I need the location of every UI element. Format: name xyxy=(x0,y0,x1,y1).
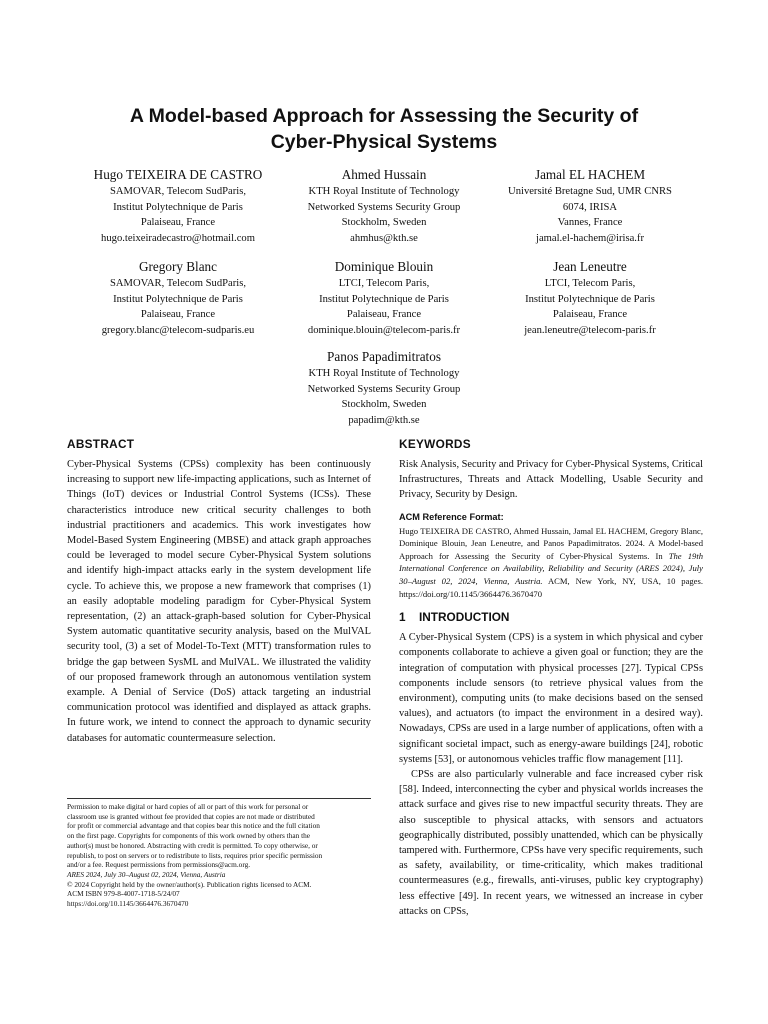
author-name: Hugo TEIXEIRA DE CASTRO xyxy=(93,167,263,182)
author-block-5 xyxy=(279,258,489,338)
author-email: papadim@kth.se xyxy=(348,414,420,426)
author-block-7 xyxy=(279,348,489,428)
right-column xyxy=(399,437,703,919)
author-affiliation: Networked Systems Security Group xyxy=(307,383,461,395)
author-location: Vannes, France xyxy=(557,217,623,228)
author-affiliation: Institut Polytechnique de Paris xyxy=(525,293,655,305)
left-column xyxy=(67,437,371,746)
author-affiliation: SAMOVAR, Telecom SudParis, xyxy=(109,186,246,197)
author-affiliation: KTH Royal Institute of Technology xyxy=(308,186,460,197)
author-affiliation: Université Bretagne Sud, UMR CNRS xyxy=(508,186,672,197)
author-affiliation: LTCI, Telecom Paris, xyxy=(544,278,636,289)
section-number: 1 xyxy=(399,610,406,625)
author-email: dominique.blouin@telecom-paris.fr xyxy=(307,324,461,336)
author-affiliation: Institut Polytechnique de Paris xyxy=(113,201,243,213)
author-affiliation: Networked Systems Security Group xyxy=(307,201,461,213)
footnote-line: author(s) must be honored. Abstracting with credit is permitted. To copy otherwise, or xyxy=(67,840,318,850)
title-line-2: Cyber-Physical Systems xyxy=(270,131,498,153)
author-name: Jean Leneutre xyxy=(553,259,627,274)
author-name: Panos Papadimitratos xyxy=(327,349,441,364)
reference-tail: ACM, New York, NY, USA, 10 pages. https://doi.org/10.1145/3664476.3670470 xyxy=(399,575,703,599)
author-location: Palaiseau, France xyxy=(552,309,628,320)
footnote-copyright: © 2024 Copyright held by the owner/author(s). Publication rights licensed to ACM. xyxy=(67,879,312,889)
footnote-line: classroom use is granted without fee provided that copies are not made or distributed xyxy=(67,811,315,821)
abstract-text: Cyber-Physical Systems (CPSs) complexity has been continuously increasing to support new life-impacting applications, such as Internet of Things (IoT) devices or Industrial Control Systems (ICSs). These characteristics introduce new critical security challenges to both industrial practitioners and academics. This work investigates how Model-Based System Engineering (MBSE) and attack graph approaches could be leveraged to model secure Cyber-Physical System solutions and identify high-impact attacks early in the system development life cycle. To achieve this, we propose a new framework that comprises (1) an easily adoptable modeling paradigm for Cyber-Physical System representation, (2) an attack-graph-based solution for Cyber-Physical System automatic quantitative security analysis, based on the MulVAL security tool, (3) a set of Model-To-Text (MTT) transformation rules to bridge the gap between SysML and MulVAL. We illustrated the validity of our proposed framework through an autonomous ventilation system example. A Denial of Service (DoS) attack targeting an industrial communication protocol was identified and displayed as attack graphs. In future work, we intend to connect the approach to dynamic security databases for automatic countermeasure selection. xyxy=(67,459,371,744)
author-block-6 xyxy=(485,258,695,338)
author-name: Ahmed Hussain xyxy=(341,167,427,182)
author-block-3 xyxy=(485,166,695,246)
author-affiliation: Institut Polytechnique de Paris xyxy=(319,293,449,305)
reference-authors: Hugo TEIXEIRA DE CASTRO, Ahmed Hussain, Jamal EL HACHEM, Gregory Blanc, Dominique Blouin, Jean Leneutre, and Panos Papadimitratos. 2024. A Model-based Approach for Assessing the Security of Cyber-Physical Systems. In xyxy=(399,525,703,561)
title-line-1: A Model-based Approach for Assessing the Security of xyxy=(129,105,639,127)
footnote-line: on the first page. Copyrights for components of this work owned by others than the xyxy=(67,831,310,841)
footnote-line: Permission to make digital or hard copies of all or part of this work for personal or xyxy=(67,802,309,811)
footnote-doi: https://doi.org/10.1145/3664476.3670470 xyxy=(67,899,189,909)
author-name: Jamal EL HACHEM xyxy=(534,167,646,182)
intro-paragraph-2: CPSs are also particularly vulnerable and face increased cyber risk [58]. Indeed, interconnecting the cyber and physical worlds increases the attack surface and gives rise to new impactful security threats. They are also susceptible to physical attacks, with sensors and actuators geographically distributed, possibly unattended, which can be physically tampered with. Furthermore, CPSs have very specific requirements, such as safety, availability, or time-criticality, which makes traditional countermeasures (e.g., firewalls, anti-viruses, public key cryptography) less effective [49]. In recent years, we witnessed an increase in cyber attacks on CPSs, xyxy=(399,769,703,917)
author-affiliation: SAMOVAR, Telecom SudParis, xyxy=(109,278,246,289)
abstract-heading: ABSTRACT xyxy=(67,437,135,451)
footnote-line: republish, to post on servers or to redistribute to lists, requires prior specific permission xyxy=(67,850,323,860)
author-name: Gregory Blanc xyxy=(139,259,217,274)
reference-format-text xyxy=(399,525,703,601)
author-email: jamal.el-hachem@irisa.fr xyxy=(536,232,644,244)
author-email: gregory.blanc@telecom-sudparis.eu xyxy=(101,324,255,336)
reference-venue: The 19th International Conference on Availability, Reliability and Security (ARES 2024), July 30–August 02, 2024, Vienna, Austria. xyxy=(399,550,703,586)
footnote-isbn: ACM ISBN 979-8-4007-1718-5/24/07 xyxy=(67,889,180,899)
section-title: INTRODUCTION xyxy=(419,610,510,625)
author-location: Palaiseau, France xyxy=(140,309,216,320)
author-affiliation: Institut Polytechnique de Paris xyxy=(113,293,243,305)
author-email: jean.leneutre@telecom-paris.fr xyxy=(524,324,656,336)
author-block-1 xyxy=(73,166,283,246)
author-affiliation: LTCI, Telecom Paris, xyxy=(338,278,430,289)
paper-title xyxy=(60,103,708,155)
keywords-text: Risk Analysis, Security and Privacy for Cyber-Physical Systems, Critical Infrastructures, Threats and Attack Modelling, Usable Security and Privacy, Security by Design. xyxy=(399,459,703,501)
footnote-line: and/or a fee. Request permissions from permissions@acm.org. xyxy=(67,860,251,870)
author-block-2 xyxy=(279,166,489,246)
author-location: Palaiseau, France xyxy=(140,217,216,228)
author-location: Palaiseau, France xyxy=(346,309,422,320)
author-location: Stockholm, Sweden xyxy=(341,399,427,410)
author-email: ahmhus@kth.se xyxy=(350,232,418,244)
reference-format-heading: ACM Reference Format: xyxy=(399,511,504,522)
author-affiliation: KTH Royal Institute of Technology xyxy=(308,368,460,379)
footnote-conference: ARES 2024, July 30–August 02, 2024, Vienna, Austria xyxy=(67,869,226,879)
intro-paragraph-1: A Cyber-Physical System (CPS) is a system in which physical and cyber components collaborate to achieve a given goal or function; they are the integration of computation with physical processes [27]. Typical CPSs components include sensors (to retrieve physical values from the environment), computing units (to make decisions based on the sensed values), and actuators (to impact the environment in a desired way). Nowadays, CPSs are used in a large number of applications, often with a significant societal impact, such as energy-aware buildings [24], robotic systems [53], or autonomous vehicles traffic flow management [11]. xyxy=(399,632,703,765)
author-affiliation: 6074, IRISA xyxy=(562,201,618,213)
author-email: hugo.teixeiradecastro@hotmail.com xyxy=(101,232,255,244)
author-location: Stockholm, Sweden xyxy=(341,217,427,228)
keywords-heading: KEYWORDS xyxy=(399,437,471,451)
author-name: Dominique Blouin xyxy=(334,259,434,274)
introduction-heading xyxy=(399,610,703,624)
author-block-4 xyxy=(73,258,283,338)
footnote-line: for profit or commercial advantage and that copies bear this notice and the full citation xyxy=(67,821,320,831)
permission-footnote xyxy=(67,798,371,909)
